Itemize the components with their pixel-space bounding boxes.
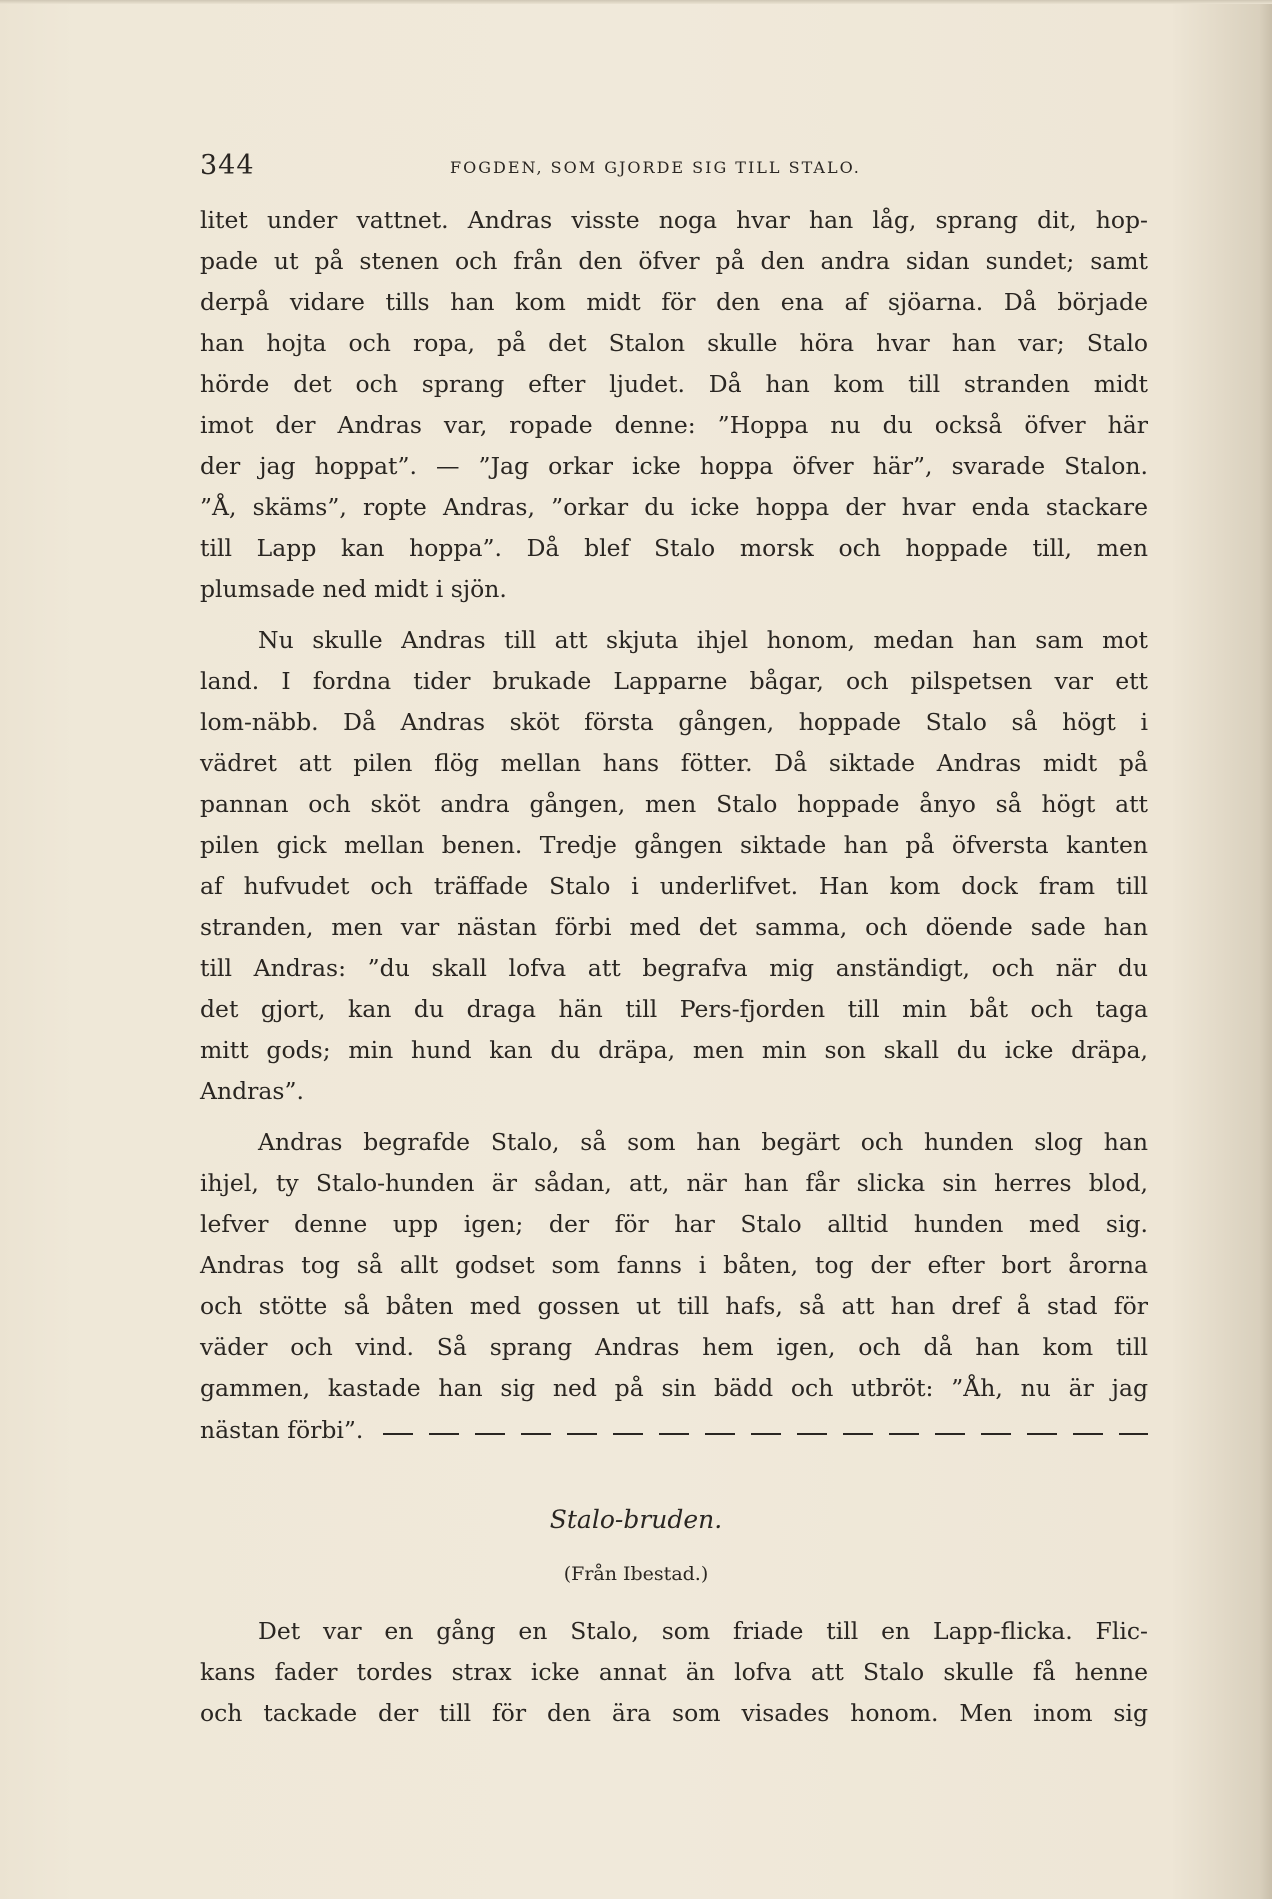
text-line: mitt gods; min hund kan du dräpa, men min son skall du icke dräpa, xyxy=(200,1036,1148,1064)
text-line: lom-näbb. Då Andras sköt första gången, hoppade Stalo så högt i xyxy=(200,708,1148,736)
text-line: pannan och sköt andra gången, men Stalo hoppade ånyo så högt att xyxy=(200,790,1148,818)
page-number: 344 xyxy=(200,150,255,181)
page-top-edge xyxy=(0,0,1272,4)
text-line: hörde det och sprang efter ljudet. Då han kom till stranden midt xyxy=(200,370,1148,398)
text-line: litet under vattnet. Andras visste noga hvar han låg, sprang dit, hop- xyxy=(200,206,1148,234)
text-line: lefver denne upp igen; der för har Stalo alltid hunden med sig. xyxy=(200,1210,1148,1238)
text-line: ihjel, ty Stalo-hunden är sådan, att, när han får slicka sin herres blod, xyxy=(200,1169,1148,1197)
text-line: nästan förbi”. xyxy=(200,1415,364,1444)
main-text xyxy=(200,200,1148,1450)
page-header xyxy=(200,150,1150,186)
text-line: gammen, kastade han sig ned på sin bädd och utbröt: ”Åh, nu är jag xyxy=(200,1374,1148,1402)
text-line: der jag hoppat”. — ”Jag orkar icke hoppa öfver här”, svarade Stalon. xyxy=(200,452,1148,480)
dash-rule xyxy=(383,1433,1148,1435)
text-line: till Andras: ”du skall lofva att begrafva mig anständigt, och när du xyxy=(200,954,1148,982)
section-title: Stalo-bruden. xyxy=(549,1505,723,1534)
text-line: och tackade der till för den ära som visades honom. Men inom sig xyxy=(200,1699,1148,1727)
text-line: kans fader tordes strax icke annat än lofva att Stalo skulle få henne xyxy=(200,1658,1148,1686)
text-line: vädret att pilen flög mellan hans fötter. Då siktade Andras midt på xyxy=(200,749,1148,777)
text-line: väder och vind. Så sprang Andras hem igen, och då han kom till xyxy=(200,1333,1148,1361)
text-line: pilen gick mellan benen. Tredje gången siktade han på öfversta kanten xyxy=(200,831,1148,859)
text-line: af hufvudet och träffade Stalo i underlifvet. Han kom dock fram till xyxy=(200,872,1148,900)
text-line: Nu skulle Andras till att skjuta ihjel honom, medan han sam mot xyxy=(258,626,1148,654)
text-line: plumsade ned midt i sjön. xyxy=(200,575,507,603)
text-line: Andras tog så allt godset som fanns i båten, tog der efter bort årorna xyxy=(200,1251,1148,1279)
section-text xyxy=(200,1611,1148,1734)
paragraph-gap xyxy=(200,610,1148,620)
running-head: FOGDEN, SOM GJORDE SIG TILL STALO. xyxy=(450,158,861,177)
text-line: imot der Andras var, ropade denne: ”Hoppa nu du också öfver här xyxy=(200,411,1148,439)
text-line: derpå vidare tills han kom midt för den ena af sjöarna. Då började xyxy=(200,288,1148,316)
text-line: Andras”. xyxy=(200,1077,304,1105)
text-line: Det var en gång en Stalo, som friade till en Lapp-flicka. Flic- xyxy=(258,1617,1148,1645)
text-line: till Lapp kan hoppa”. Då blef Stalo morsk och hoppade till, men xyxy=(200,534,1148,562)
text-line: pade ut på stenen och från den öfver på den andra sidan sundet; samt xyxy=(200,247,1148,275)
text-line: land. I fordna tider brukade Lapparne bågar, och pilspetsen var ett xyxy=(200,667,1148,695)
section-source: (Från Ibestad.) xyxy=(563,1563,709,1585)
text-line: ”Å, skäms”, ropte Andras, ”orkar du icke hoppa der hvar enda stackare xyxy=(200,493,1148,521)
text-line: han hojta och ropa, på det Stalon skulle höra hvar han var; Stalo xyxy=(200,329,1148,357)
text-line: Andras begrafde Stalo, så som han begärt och hunden slog han xyxy=(258,1128,1148,1156)
paragraph-gap xyxy=(200,1112,1148,1122)
text-line: stranden, men var nästan förbi med det samma, och döende sade han xyxy=(200,913,1148,941)
dashed-end-line xyxy=(200,1409,1148,1450)
text-line: och stötte så båten med gossen ut till hafs, så att han dref å stad för xyxy=(200,1292,1148,1320)
text-line: det gjort, kan du draga hän till Pers-fjorden till min båt och taga xyxy=(200,995,1148,1023)
